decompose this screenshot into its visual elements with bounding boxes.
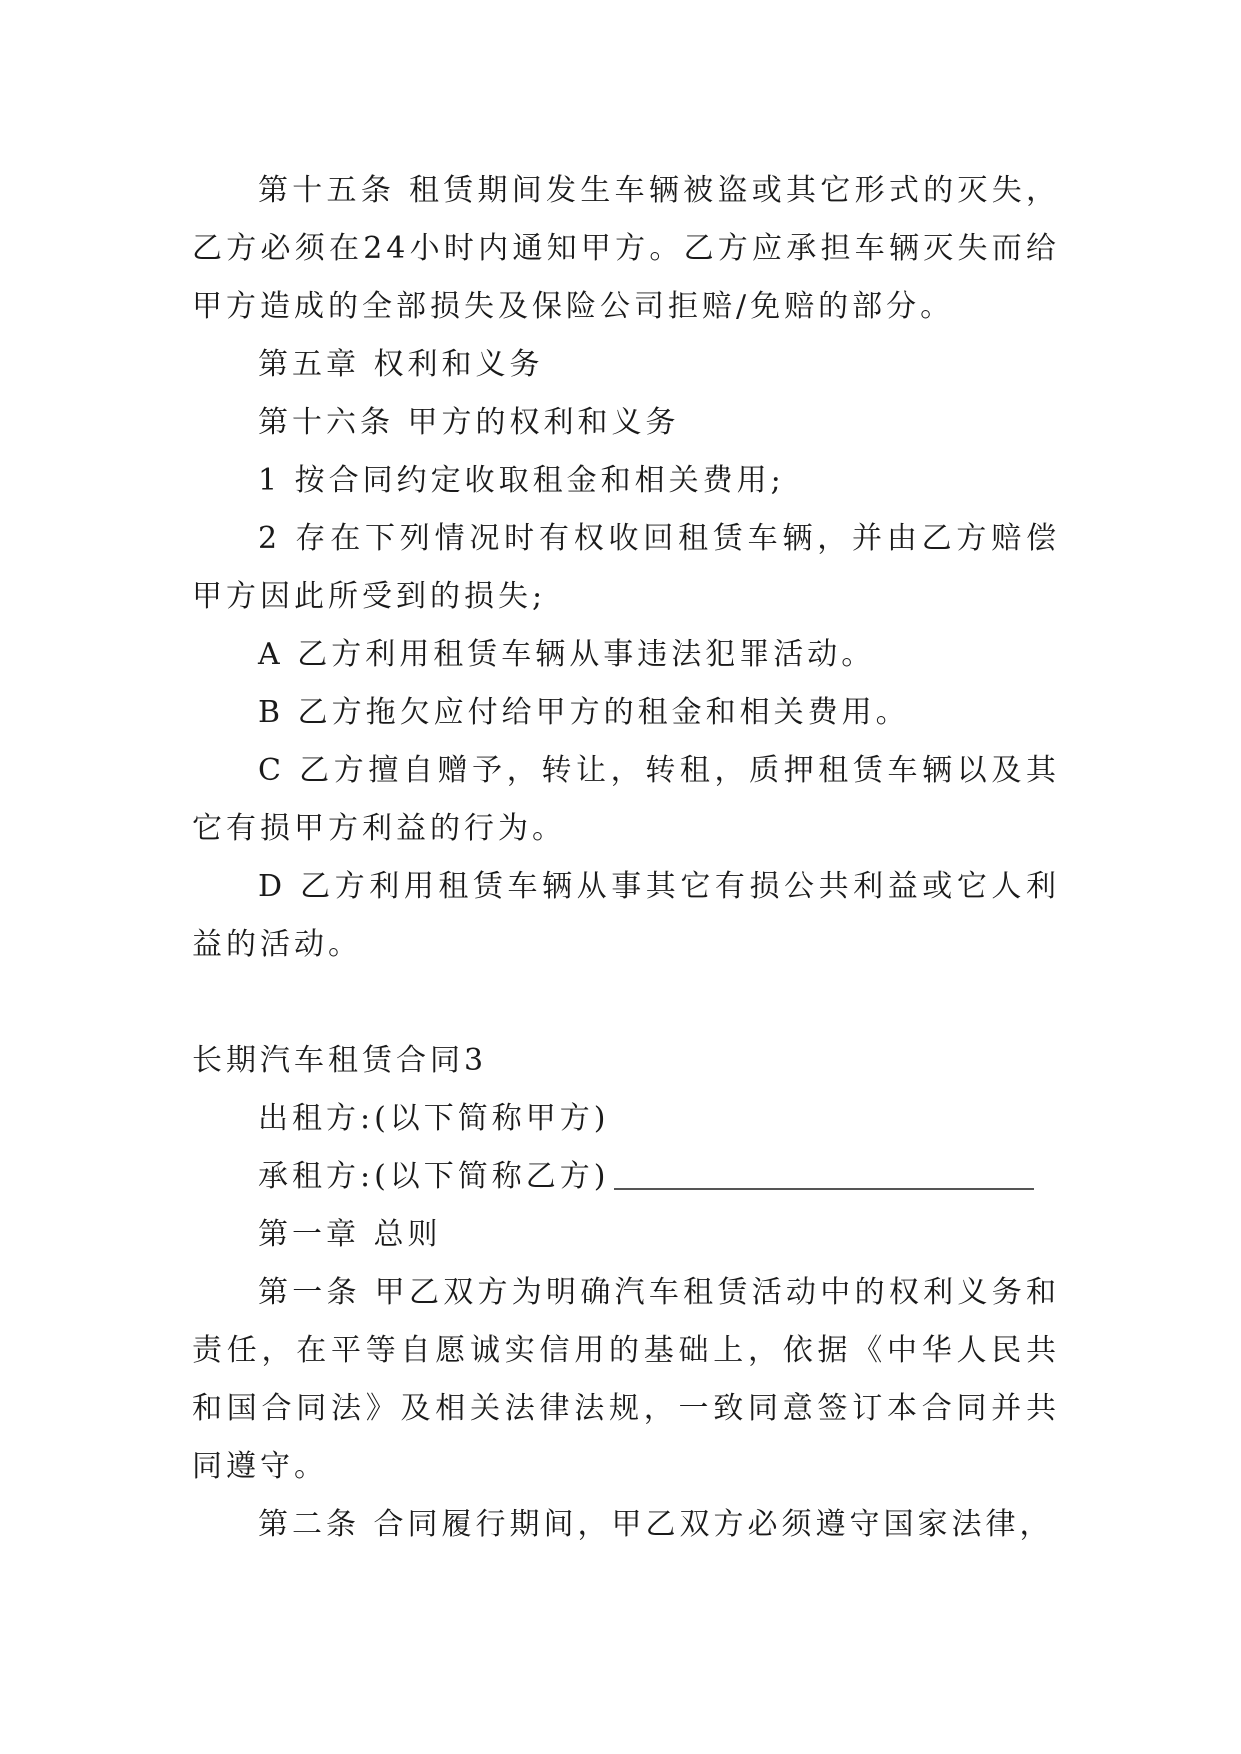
list-item-b: B 乙方拖欠应付给甲方的租金和相关费用。 — [258, 695, 910, 730]
chapter-1-heading: 第一章 总则 — [258, 1217, 442, 1252]
list-item-c: C 乙方擅自赠予，转让，转租，质押租赁车辆以及其它有损甲方利益的行为。 — [192, 753, 1060, 846]
lessee-label: 承租方:(以下简称乙方) — [258, 1159, 610, 1194]
article-15: 第十五条 租赁期间发生车辆被盗或其它形式的灭失，乙方必须在24小时内通知甲方。乙方应承担车辆灭失而给甲方造成的全部损失及保险公司拒赔/免赔的部分。 — [192, 173, 1060, 324]
list-item-1: 1 按合同约定收取租金和相关费用; — [258, 463, 785, 498]
article-2: 第二条 合同履行期间，甲乙双方必须遵守国家法律， — [258, 1507, 1054, 1542]
chapter-5-heading: 第五章 权利和义务 — [258, 347, 544, 382]
article-16-heading: 第十六条 甲方的权利和义务 — [258, 405, 680, 440]
section-gap — [192, 974, 1060, 1032]
contract-title: 长期汽车租赁合同3 — [192, 1043, 488, 1078]
fill-in-blank — [614, 1186, 1034, 1190]
list-item-d: D 乙方利用租赁车辆从事其它有损公共利益或它人利益的活动。 — [192, 869, 1060, 962]
lessee-line — [192, 1148, 1060, 1206]
article-1: 第一条 甲乙双方为明确汽车租赁活动中的权利义务和责任，在平等自愿诚实信用的基础上，依据《中华人民共和国合同法》及相关法律法规，一致同意签订本合同并共同遵守。 — [192, 1275, 1060, 1484]
document-body — [192, 162, 1060, 1554]
list-item-2: 2 存在下列情况时有权收回租赁车辆，并由乙方赔偿甲方因此所受到的损失; — [192, 521, 1060, 614]
lessor-line: 出租方:(以下简称甲方) — [258, 1101, 610, 1136]
list-item-a: A 乙方利用租赁车辆从事违法犯罪活动。 — [258, 637, 876, 672]
